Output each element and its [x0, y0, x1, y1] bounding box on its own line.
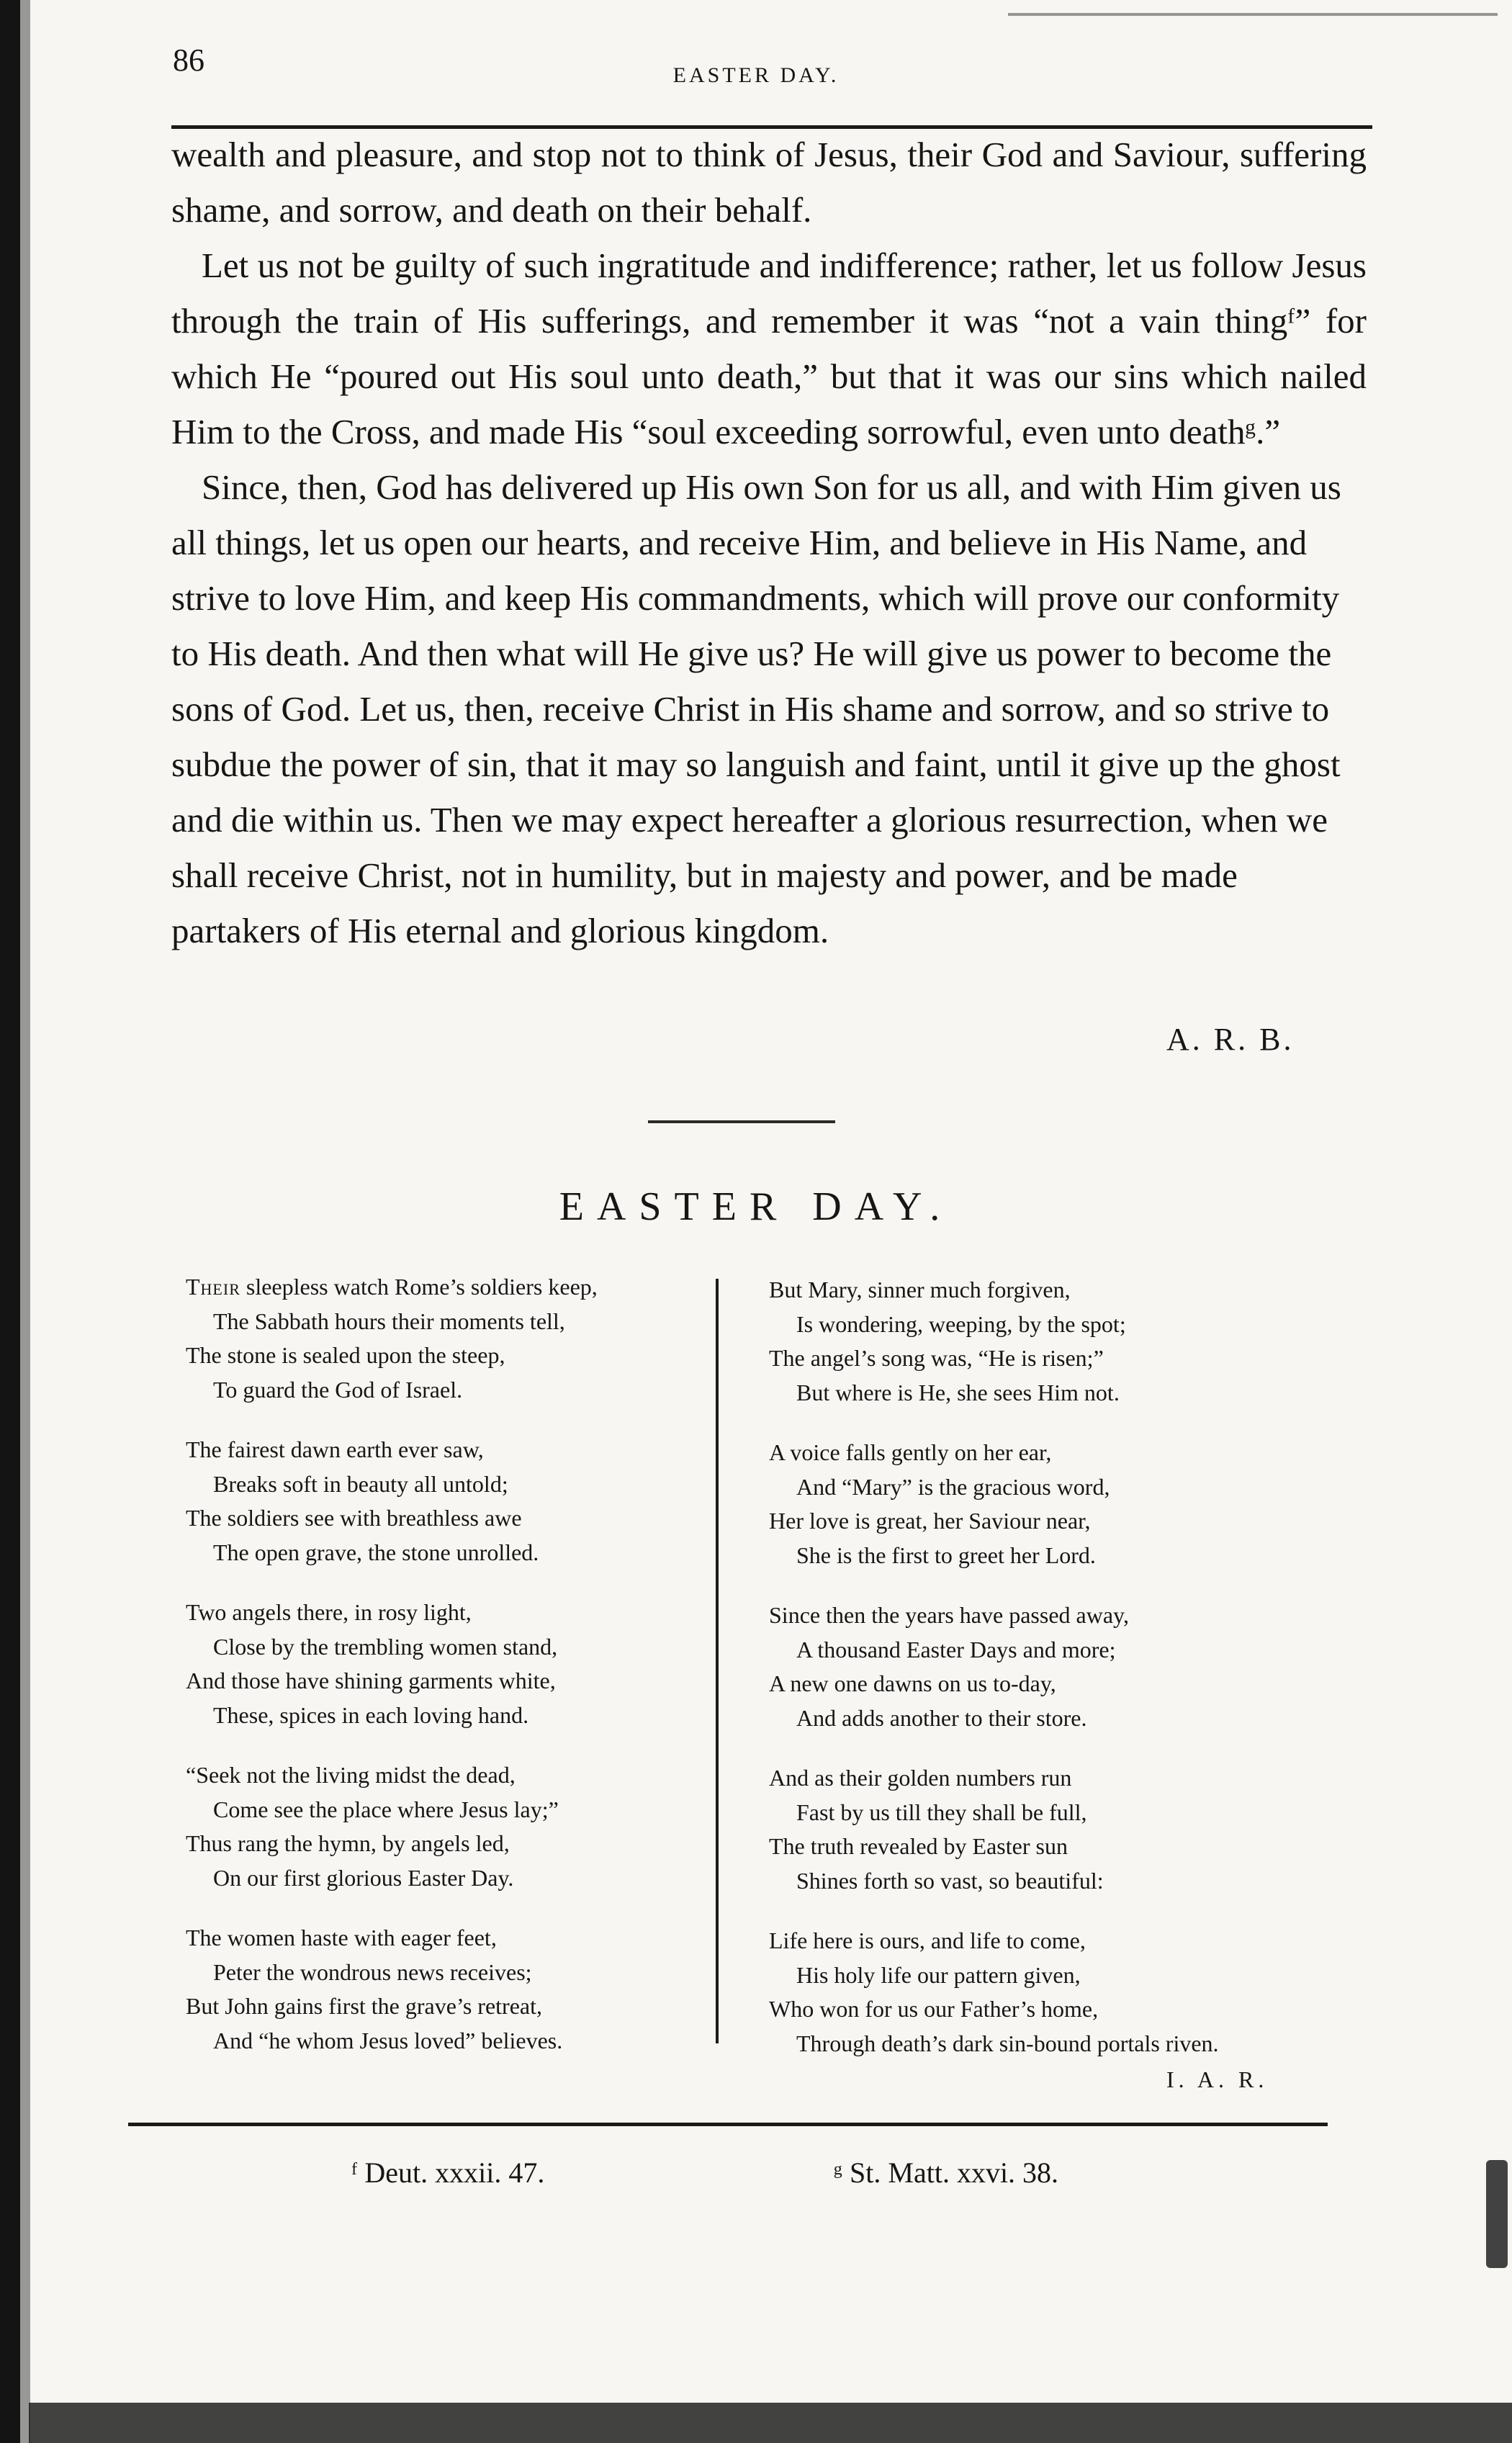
poem-right-column [769, 1273, 1331, 2087]
poem-line: A thousand Easter Days and more; [796, 1636, 1116, 1663]
poem-line: On our first glorious Easter Day. [213, 1864, 514, 1891]
poem-line: “Seek not the living midst the dead, [186, 1762, 516, 1788]
poem-line [186, 1270, 747, 1305]
stanza [769, 1924, 1331, 2061]
stanza [186, 1433, 747, 1570]
poem-line: A new one dawns on us to-day, [769, 1670, 1056, 1696]
poem-line: And “Mary” is the gracious word, [796, 1473, 1110, 1500]
poem-line: The women haste with eager feet, [186, 1925, 497, 1951]
prose-paragraph-3: Since, then, God has delivered up His own Son for us all, and with Him given us all things, let us open our hearts, and receive Him, and believe in His Name, and strive to love Him, and keep His commandments, which will prove our conformity to His death. And then what will He give us? He will give us power to become the sons of God. Let us, then, receive Christ in His shame and sorrow, and so strive to subdue the power of sin, that it may so languish and faint, until it give up the ghost and die within us. Then we may expect hereafter a glorious resurrection, when we shall receive Christ, not in humility, but in majesty and power, and be made partakers of His eternal and glorious kingdom. [171, 467, 1341, 950]
prose-paragraph-1: wealth and pleasure, and stop not to think of Jesus, their God and Saviour, suffering shame, and sorrow, and death on their behalf. [171, 135, 1367, 230]
footnote-rule [128, 2123, 1328, 2126]
poem-line: Fast by us till they shall be full, [796, 1799, 1087, 1825]
poem-line-text: sleepless watch Rome’s soldiers keep, [246, 1274, 598, 1300]
poem-line: And as their golden numbers run [769, 1765, 1072, 1791]
poem-line: Two angels there, in rosy light, [186, 1599, 472, 1625]
poem-line: But where is He, she sees Him not. [796, 1379, 1120, 1405]
scan-bottom-edge [29, 2403, 1512, 2443]
footnote-2: ᵍ St. Matt. xxvi. 38. [834, 2156, 1059, 2189]
poem-line: His holy life our pattern given, [796, 1961, 1081, 1988]
poem-line: And “he whom Jesus loved” believes. [213, 2027, 563, 2053]
poem-line: Come see the place where Jesus lay;” [213, 1796, 559, 1822]
poem-line: Since then the years have passed away, [769, 1602, 1129, 1628]
poem-line: Through death’s dark sin-bound portals riven. [796, 2030, 1219, 2056]
prose-body [171, 127, 1367, 958]
prose-paragraph-2: Let us not be guilty of such ingratitude and indifference; rather, let us follow Jesus through the train of His sufferings, and remember it was “not a vain thingᶠ” for which He “poured out His soul unto death,” but that it was our sins which nailed Him to the Cross, and made His “soul exceeding sorrowful, even unto deathᵍ.” [171, 246, 1367, 451]
page-number: 86 [173, 42, 204, 78]
poem-line: The fairest dawn earth ever saw, [186, 1436, 484, 1462]
poem-line: But Mary, sinner much forgiven, [769, 1277, 1071, 1303]
poem-line: Thus rang the hymn, by angels led, [186, 1830, 510, 1856]
poem-line: Who won for us our Father’s home, [769, 1996, 1099, 2022]
poem-title: EASTER DAY. [559, 1184, 953, 1229]
stanza [186, 1596, 747, 1732]
column-divider [716, 1279, 719, 2043]
stanza [769, 1273, 1331, 1410]
scan-right-mark [1486, 2160, 1508, 2268]
stanza [769, 1436, 1331, 1573]
poem-line: Breaks soft in beauty all untold; [213, 1470, 508, 1497]
poem-line: But John gains first the grave’s retreat, [186, 1993, 542, 2019]
poem-line: Peter the wondrous news receives; [213, 1958, 532, 1985]
poem-line: The open grave, the stone unrolled. [213, 1539, 539, 1565]
poem-line: Is wondering, weeping, by the spot; [796, 1310, 1126, 1337]
poem-line: Shines forth so vast, so beautiful: [796, 1867, 1104, 1894]
scan-top-mark [1008, 13, 1498, 16]
poem-line: And those have shining garments white, [186, 1668, 556, 1693]
poem-line: Life here is ours, and life to come, [769, 1927, 1086, 1953]
poem-line: A voice falls gently on her ear, [769, 1439, 1052, 1465]
poem-signature: I. A. R. [1166, 2066, 1269, 2092]
stanza [186, 1758, 747, 1895]
poem-line: The stone is sealed upon the steep, [186, 1342, 505, 1368]
poem-left-column [186, 1270, 747, 2084]
stanza [186, 1921, 747, 2058]
stanza [769, 1761, 1331, 1898]
footnote-1: ᶠ Deut. xxxii. 47. [351, 2156, 545, 2189]
stanza [769, 1598, 1331, 1735]
poem-line: To guard the God of Israel. [213, 1376, 463, 1403]
poem-line: These, spices in each loving hand. [213, 1701, 529, 1728]
poem-line: And adds another to their store. [796, 1704, 1087, 1731]
poem-line: Close by the trembling women stand, [213, 1633, 558, 1660]
poem-line: The soldiers see with breathless awe [186, 1505, 522, 1531]
poem-line: The truth revealed by Easter sun [769, 1833, 1068, 1859]
section-divider [648, 1120, 835, 1123]
poem-first-word: Their [186, 1274, 240, 1300]
running-title: EASTER DAY. [672, 63, 840, 87]
poem-line: The angel’s song was, “He is risen;” [769, 1345, 1104, 1371]
poem-line: She is the first to greet her Lord. [796, 1542, 1096, 1568]
stanza [186, 1270, 747, 1407]
poem-line: Her love is great, her Saviour near, [769, 1508, 1091, 1534]
prose-signature: A. R. B. [1166, 1022, 1295, 1057]
poem-line: The Sabbath hours their moments tell, [213, 1308, 565, 1334]
